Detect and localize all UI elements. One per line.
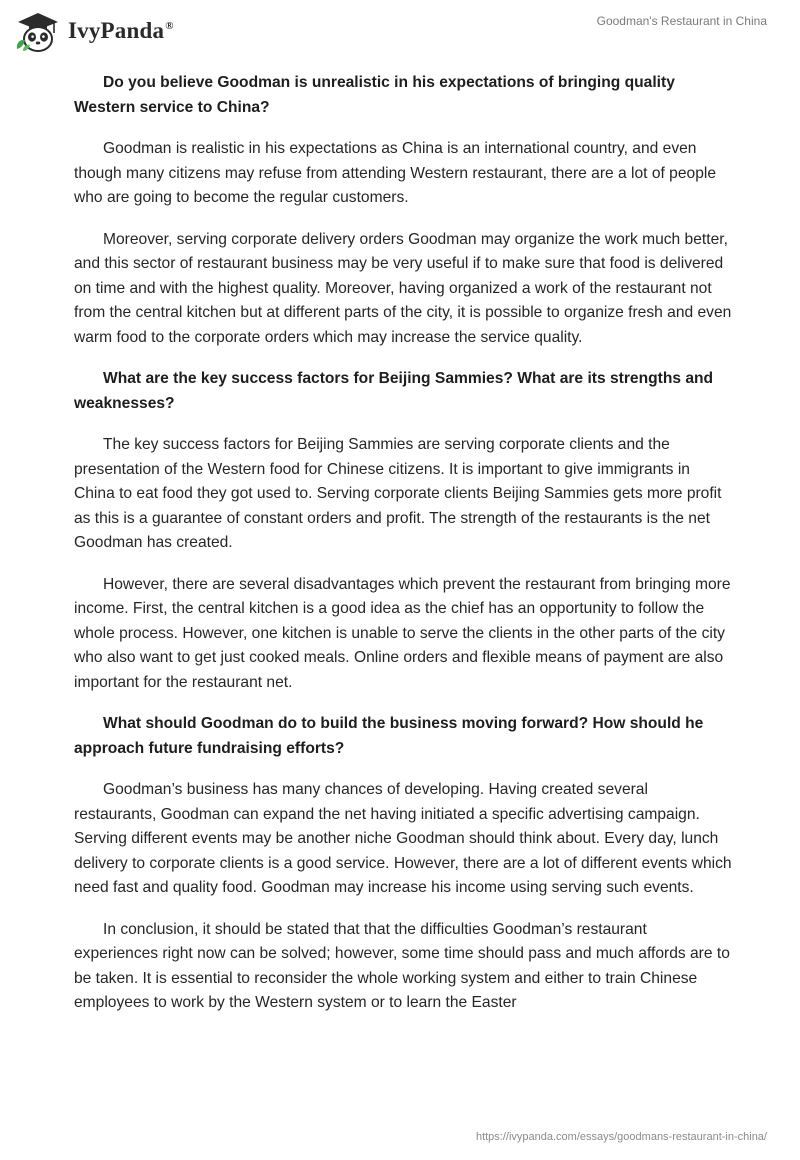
question-heading: Do you believe Goodman is unrealistic in his expectations of bringing quality Western service to China? xyxy=(74,74,675,116)
body-paragraph: However, there are several disadvantages which prevent the restaurant from bringing more income. First, the central kitchen is a good idea as the chief has an opportunity to follow the whole process. However, one kitchen is unable to serve the clients in the other parts of the city who also want to get just cooked meals. Online orders and flexible means of payment are also important for the restaurant net. xyxy=(74,575,731,691)
body-paragraph: Goodman’s business has many chances of developing. Having created several restaurants, Goodman can expand the net having initiated a specific advertising campaign. Serving different events may be another niche Goodman should think about. Every day, lunch delivery to corporate clients is a good service. However, there are a lot of different events which need fast and quality food. Goodman may increase his income using serving such events. xyxy=(74,781,732,896)
page-header xyxy=(0,0,800,70)
brand-name: IvyPanda® xyxy=(68,18,174,43)
question-heading: What should Goodman do to build the business moving forward? How should he approach future fundraising efforts? xyxy=(74,715,704,757)
body-paragraph: Moreover, serving corporate delivery orders Goodman may organize the work much better, and this sector of restaurant business may be very useful if to make sure that food is delivered on time and with the highest quality. Moreover, having organized a work of the restaurant not from the central kitchen but at different parts of the city, it is possible to organize fresh and even warm food to the corporate orders which may increase the service quality. xyxy=(74,230,732,346)
source-url[interactable]: https://ivypanda.com/essays/goodmans-restaurant-in-china/ xyxy=(475,1131,767,1143)
body-paragraph: The key success factors for Beijing Sammies are serving corporate clients and the presentation of the Western food for Chinese citizens. It is important to give immigrants in China to eat food they got used to. Serving corporate clients Beijing Sammies gets more profit as this is a guarantee of constant orders and profit. The strength of the restaurants is the net Goodman has created. xyxy=(74,436,722,551)
body-paragraph: Goodman is realistic in his expectations as China is an international country, and even though many citizens may refuse from attending Western restaurant, there are a lot of people who are going to become the regular customers. xyxy=(74,140,717,206)
document-title: Goodman's Restaurant in China xyxy=(596,14,767,28)
ivypanda-logo[interactable] xyxy=(14,9,174,53)
essay-body xyxy=(74,71,734,1016)
body-paragraph: In conclusion, it should be stated that that the difficulties Goodman’s restaurant experiences right now can be solved; however, some time should pass and much affords are to be taken. It is essential to reconsider the whole working system and either to train Chinese employees to work by the Western system or to learn the Easter xyxy=(74,920,730,1011)
question-heading: What are the key success factors for Beijing Sammies? What are its strengths and weaknesses? xyxy=(74,370,714,412)
panda-graduate-icon xyxy=(14,9,62,53)
